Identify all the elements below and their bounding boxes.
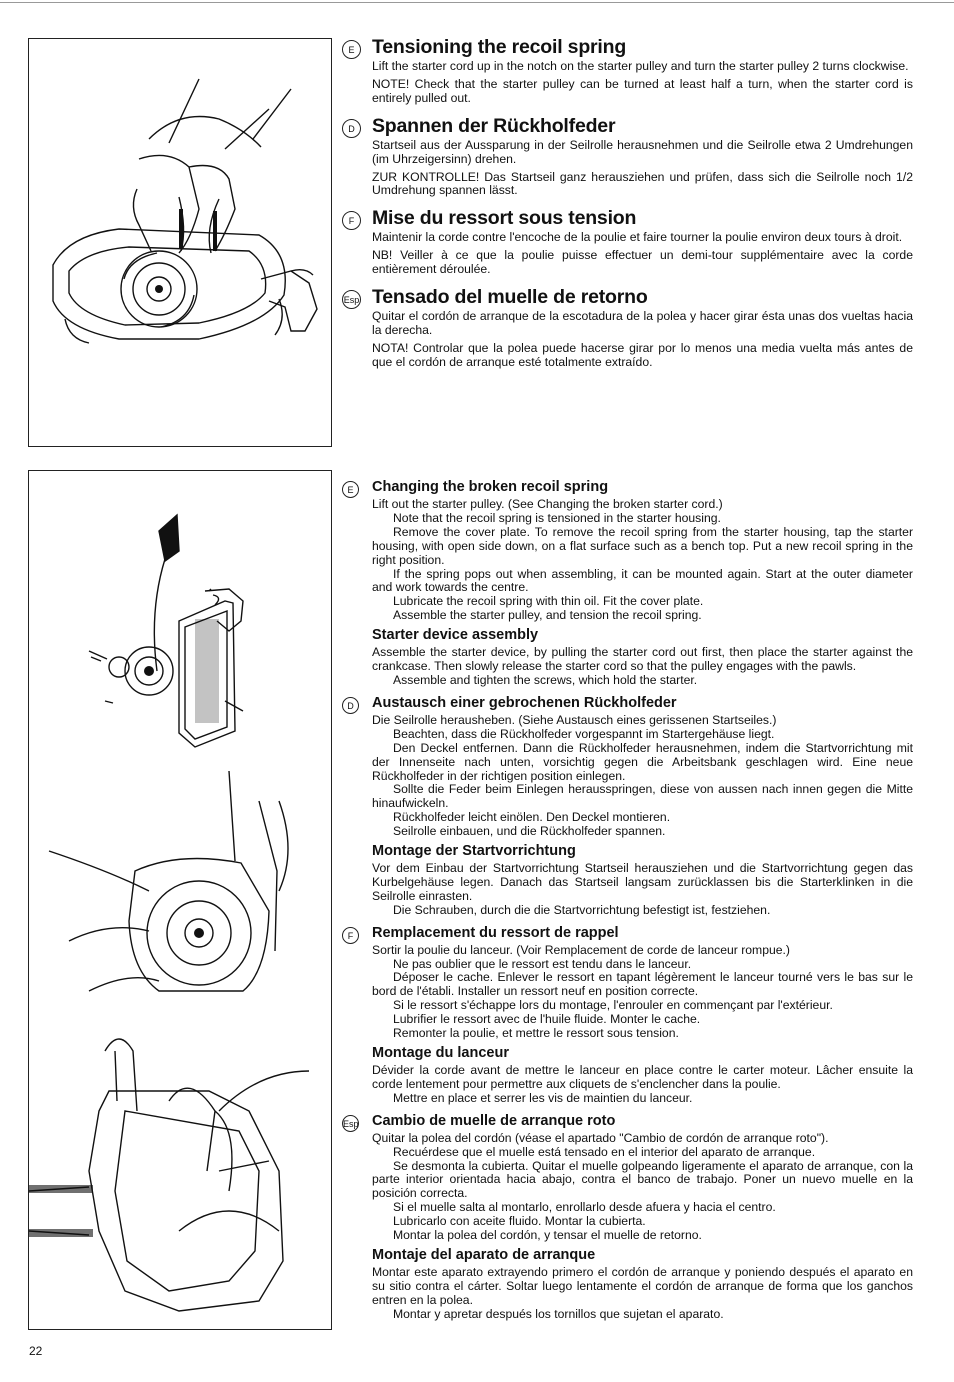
section-tensioning-fr — [341, 206, 913, 277]
subsection-title: Montaje del aparato de arranque — [372, 1246, 596, 1263]
step-text: Quitar la polea del cordón (véase el apartado "Cambio de cordón de arranque roto"). — [372, 1130, 829, 1145]
step-text: Den Deckel entfernen. Dann die Rückholfeder herausnehmen, indem die Startvorrichtung mit der Innenseite nach unten, vorsichtig gegen die Arbeitsbank geschlagen wird. Eine neue Rückholfeder in der richtigen position einlegen. — [372, 740, 913, 783]
step-text: Vor dem Einbau der Startvorrichtung Startseil herausziehen und die Startvorrichtung gegen das Kurbelgehäuse legen. Danach das Startseil langsam zurücklassen bis die Starterklinken in die Seilrolle einrasten. — [372, 861, 913, 903]
step-text: Lubricate the recoil spring with thin oil. Fit the cover plate. — [393, 594, 704, 609]
section-title: Mise du ressort sous tension — [372, 207, 637, 230]
step-text: Se desmonta la cubierta. Quitar el muelle golpeando ligeramente el aparato de arranque, con la parte interior orientada hacia abajo, contra el banco de trabajo. Poner un nuevo muelle en la posición correcta. — [372, 1158, 913, 1201]
section-change-es — [341, 1112, 913, 1322]
step-text: Si el muelle salta al montarlo, enrollarlo desde afuera y hacia el centro. — [393, 1200, 776, 1215]
step-text: Beachten, dass die Rückholfeder vorgespannt im Startergehäuse liegt. — [393, 726, 775, 741]
step-text: Sollte die Feder beim Einlegen herausspringen, diese von aussen nach innen gegen die Mitte hinaufwickeln. — [372, 782, 913, 811]
language-badge-icon: E — [342, 40, 361, 59]
section-title: Spannen der Rückholfeder — [372, 114, 616, 137]
step-text: Montar este aparato extrayendo primero el cordón de arranque y poniendo después el aparato en su sitio contra el cárter. Soltar luego lentamente el cordón de arranque de forma que los ganchos entren en la polea. — [372, 1264, 913, 1307]
figure-changing-recoil-spring — [28, 470, 332, 1330]
section-title: Cambio de muelle de arranque roto — [372, 1112, 616, 1129]
language-badge-icon: Esp — [342, 290, 361, 309]
step-text: Note that the recoil spring is tensioned in the starter housing. — [393, 510, 721, 525]
step-text: Rückholfeder leicht einölen. Den Deckel montieren. — [393, 810, 671, 825]
starter-pulley-illustration — [29, 39, 331, 446]
step-text: Die Schrauben, durch die die Startvorrichtung befestigt ist, festziehen. — [393, 902, 771, 917]
step-text: Remove the cover plate. To remove the recoil spring from the starter housing, tap the starter housing, with open side down, on a flat surface such as a bench top. Put a new recoil spring in the right position. — [372, 524, 913, 567]
step-text: Assemble the starter pulley, and tension the recoil spring. — [393, 608, 702, 623]
step-text: Recuérdese que el muelle está tensado en el interior del aparato de arranque. — [393, 1144, 816, 1159]
step-text: Lubricarlo con aceite fluido. Montar la cubierta. — [393, 1214, 646, 1229]
tensioning-section — [341, 35, 913, 378]
section-tensioning-es — [341, 285, 913, 370]
section-title: Remplacement du ressort de rappel — [372, 924, 619, 941]
language-badge-icon: F — [342, 927, 359, 944]
step-text: Déposer le cache. Enlever le ressort en tapant légèrement le lanceur tourné vers le bas sur le bord de l'établi. Installer un ressort neuf en position correcte. — [372, 970, 913, 999]
instruction-text: Maintenir la corde contre l'encoche de la poulie et faire tourner la poulie environ deux tours à droit. — [372, 230, 903, 245]
page-number: 22 — [29, 1344, 43, 1358]
instruction-text: Lift the starter cord up in the notch on the starter pulley and turn the starter pulley 2 turns clockwise. — [372, 59, 909, 73]
step-text: Si le ressort s'échappe lors du montage, l'enrouler en commençant par l'extérieur. — [393, 998, 833, 1013]
language-badge-icon: E — [342, 481, 359, 498]
section-change-fr — [341, 924, 913, 1106]
step-text: Die Seilrolle herausheben. (Siehe Austausch eines gerissenen Startseiles.) — [372, 712, 777, 727]
subsection-title: Montage du lanceur — [372, 1045, 509, 1061]
section-title: Tensioning the recoil spring — [372, 36, 627, 58]
step-text: Montar la polea del cordón, y tensar el muelle de retorno. — [393, 1228, 702, 1243]
step-text: Mettre en place et serrer les vis de maintien du lanceur. — [393, 1090, 693, 1105]
note-text: NOTA! Controlar que la polea puede hacerse girar por lo menos una media vuelta más antes de que el cordón de arranque esté totalmente extraído. — [372, 340, 913, 369]
language-badge-icon: Esp — [342, 1115, 359, 1132]
section-change-de — [341, 694, 913, 918]
note-text: ZUR KONTROLLE! Das Startseil ganz herausziehen und prüfen, dass sich die Seilrolle noch 1/2 Umdrehung spannen lässt. — [372, 169, 913, 198]
step-text: Assemble the starter device, by pulling the starter cord out first, then place the starter against the crankcase. Then slowly release the starter cord so that the pulley engages with the pawls. — [372, 645, 913, 674]
language-badge-icon: D — [342, 119, 361, 138]
instruction-text: Quitar el cordón de arranque de la escotadura de la polea y hacer girar ésta unas dos vueltas hacia la derecha. — [372, 309, 913, 337]
section-tensioning-en — [341, 35, 913, 106]
section-title: Tensado del muelle de retorno — [372, 286, 648, 309]
section-tensioning-de — [341, 114, 913, 199]
changing-spring-section — [341, 478, 913, 1328]
step-text: Assemble and tighten the screws, which hold the starter. — [393, 672, 698, 687]
step-text: Ne pas oublier que le ressort est tendu dans le lanceur. — [393, 956, 692, 971]
language-badge-icon: D — [342, 697, 359, 714]
section-change-en — [341, 478, 913, 688]
step-text: Sortir la poulie du lanceur. (Voir Remplacement de corde de lanceur rompue.) — [372, 942, 790, 957]
step-text: Lift out the starter pulley. (See Changing the broken starter cord.) — [372, 497, 723, 511]
starter-assembly-illustrations — [29, 471, 331, 1329]
note-text: NOTE! Check that the starter pulley can be turned at least half a turn, when the starter cord is entirely pulled out. — [372, 76, 913, 105]
subsection-title: Montage der Startvorrichtung — [372, 843, 576, 860]
step-text: If the spring pops out when assembling, it can be mounted again. Start at the outer diameter and work towards the centre. — [372, 566, 913, 595]
top-rule — [0, 2, 954, 3]
step-text: Dévider la corde avant de mettre le lanceur en place contre le carter moteur. Lâcher ensuite la corde lentement pour permettre aux cliquets de s'enclencher dans la poulie. — [372, 1063, 913, 1091]
section-title: Austausch einer gebrochenen Rückholfeder — [372, 694, 677, 711]
language-badge-icon: F — [342, 211, 361, 230]
step-text: Lubrifier le ressort avec de l'huile fluide. Monter le cache. — [393, 1012, 701, 1027]
step-text: Montar y apretar después los tornillos que sujetan el aparato. — [393, 1306, 724, 1321]
step-text: Seilrolle einbauen, und die Rückholfeder spannen. — [393, 824, 666, 839]
figure-tensioning-recoil-spring — [28, 38, 332, 447]
step-text: Remonter la poulie, et mettre le ressort sous tension. — [393, 1026, 679, 1041]
note-text: NB! Veiller à ce que la poulie puisse effectuer un demi-tour supplémentaire avec la corde entièrement déroulée. — [372, 248, 913, 277]
subsection-title: Starter device assembly — [372, 627, 539, 644]
section-title: Changing the broken recoil spring — [372, 479, 609, 495]
instruction-text: Startseil aus der Aussparung in der Seilrolle herausnehmen und die Seilrolle etwa 2 Umdrehungen (im Uhrzeigersinn) drehen. — [372, 137, 913, 166]
